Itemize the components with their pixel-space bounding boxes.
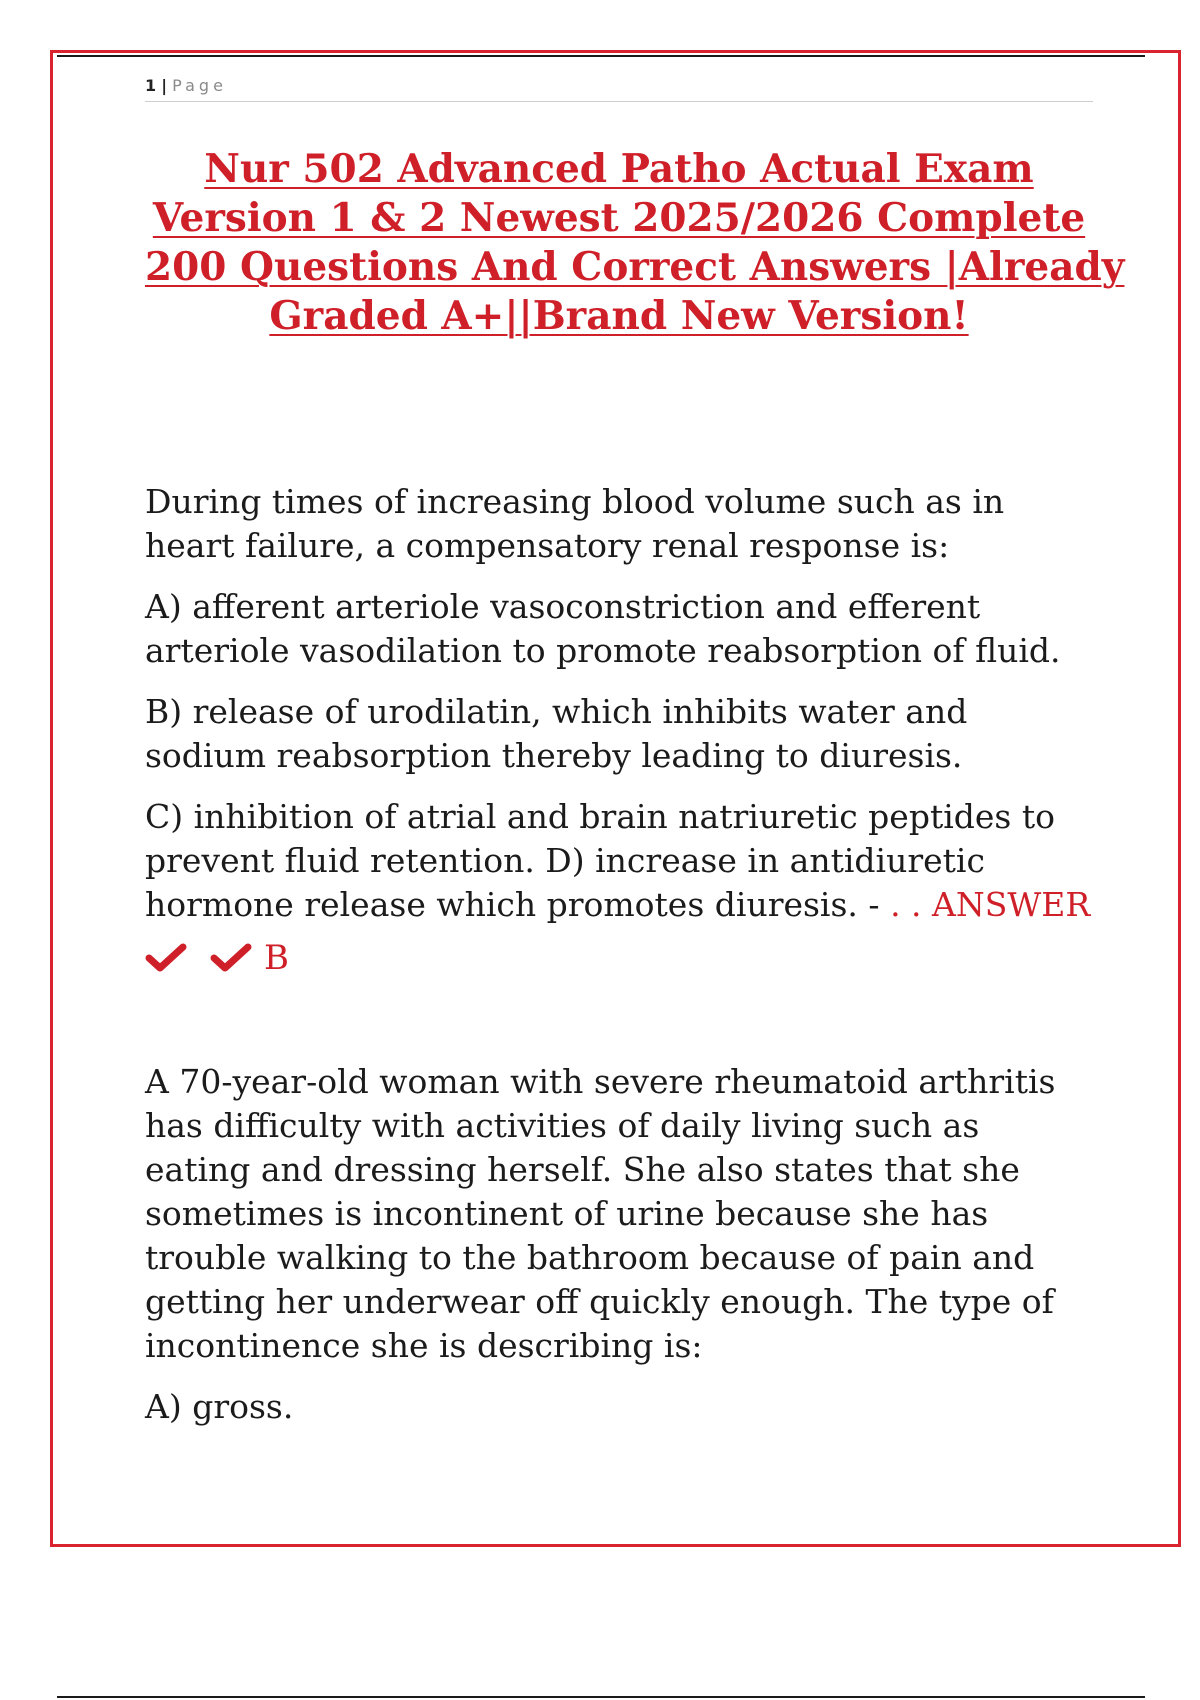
answer-label: . . ANSWER	[890, 885, 1091, 924]
answer-letter: B	[264, 938, 289, 978]
question-2	[145, 1060, 1095, 1429]
check-icon	[145, 943, 187, 973]
page-word: Page	[172, 76, 227, 95]
question-1	[145, 480, 1095, 981]
title-line: Version 1 & 2 Newest 2025/2026 Complete	[152, 195, 1086, 241]
option-a: A) gross.	[145, 1387, 294, 1426]
title-line: Graded A+||Brand New Version!	[269, 293, 969, 339]
question-stem: During times of increasing blood volume such as in heart failure, a compensatory renal response is:	[145, 482, 1005, 565]
page-separator: |	[161, 76, 168, 95]
title-line: Nur 502 Advanced Patho Actual Exam	[204, 146, 1034, 192]
answer-row	[145, 931, 1095, 981]
option-c-d	[145, 795, 1095, 927]
page-number: 1	[145, 76, 157, 95]
bottom-rule	[57, 1696, 1145, 1698]
document-title	[145, 145, 1125, 341]
option-c-d-text: C) inhibition of atrial and brain natriuretic peptides to prevent fluid retention. D) increase in antidiuretic hormone release which promotes diuresis. -	[145, 797, 1055, 924]
question-stem: A 70-year-old woman with severe rheumatoid arthritis has difficulty with activities of daily living such as eating and dressing herself. She also states that she sometimes is incontinent of urine because she has trouble walking to the bathroom because of pain and getting her underwear off quickly enough. The type of incontinence she is describing is:	[145, 1062, 1056, 1365]
title-line: 200 Questions And Correct Answers |Already	[145, 244, 1125, 290]
check-icon	[210, 943, 252, 973]
option-b: B) release of urodilatin, which inhibits water and sodium reabsorption thereby leading to diuresis.	[145, 692, 968, 775]
page-header	[145, 75, 1093, 102]
option-a: A) afferent arteriole vasoconstriction and efferent arteriole vasodilation to promote reabsorption of fluid.	[145, 587, 1061, 670]
